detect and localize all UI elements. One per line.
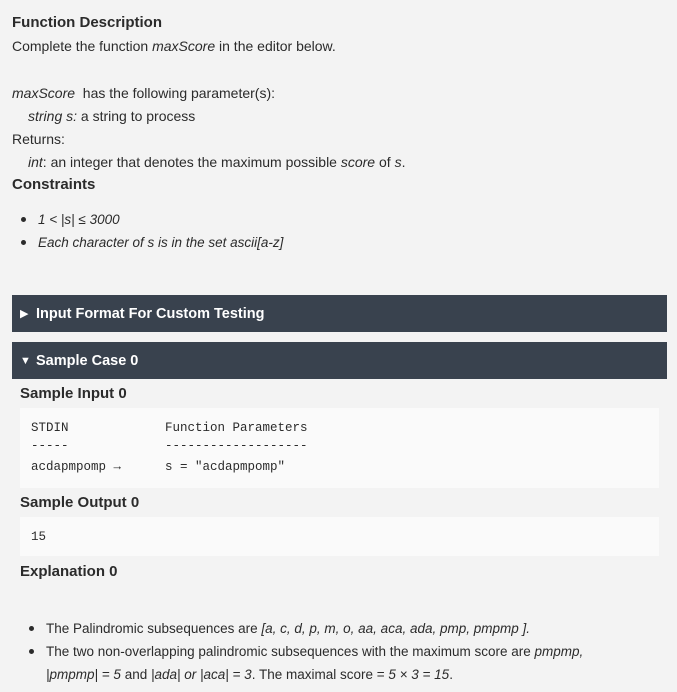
sample-case-toggle[interactable] bbox=[12, 342, 667, 379]
function-name: maxScore bbox=[152, 38, 216, 54]
constraints-list bbox=[12, 208, 283, 254]
params-rule: ------------------- bbox=[165, 439, 308, 453]
function-description-intro: Complete the function maxScore in the editor below. bbox=[12, 38, 336, 54]
section-label: Sample Case 0 bbox=[36, 352, 139, 369]
sample-output-box bbox=[20, 517, 659, 556]
explanation-heading: Explanation 0 bbox=[20, 563, 118, 580]
stdin-header: STDIN bbox=[31, 421, 69, 435]
list-item: Each character of s is in the set ascii[a-z] bbox=[12, 231, 283, 254]
returns-label: Returns: bbox=[12, 131, 65, 147]
explanation-list bbox=[20, 617, 660, 686]
parameters-intro: maxScore has the following parameter(s): bbox=[12, 85, 276, 101]
sample-input-heading: Sample Input 0 bbox=[20, 385, 127, 402]
output-value: 15 bbox=[31, 530, 47, 544]
stdin-rule: ----- bbox=[31, 439, 69, 453]
constraints-heading: Constraints bbox=[12, 176, 96, 193]
list-item: The Palindromic subsequences are [a, c, d, p, m, o, aa, aca, ada, pmp, pmpmp ]. bbox=[20, 617, 660, 640]
section-label: Input Format For Custom Testing bbox=[36, 305, 265, 322]
caret-right-icon: ▶ bbox=[20, 308, 29, 320]
list-item: 1 < |s| ≤ 3000 bbox=[12, 208, 283, 231]
param-value: s = "acdapmpomp" bbox=[165, 460, 286, 474]
list-item: The two non-overlapping palindromic subsequences with the maximum score are pmpmp, |pmpmp| = 5 and |ada| or |aca| = 3. The maximal score = 5 × 3 = 15. bbox=[20, 640, 660, 686]
parameter-item: string s: a string to process bbox=[28, 108, 196, 124]
caret-down-icon: ▼ bbox=[20, 354, 31, 367]
sample-output-heading: Sample Output 0 bbox=[20, 494, 140, 511]
sample-input-box bbox=[20, 408, 659, 488]
returns-description: int: an integer that denotes the maximum possible score of s. bbox=[28, 154, 406, 170]
params-header: Function Parameters bbox=[165, 421, 308, 435]
stdin-value: acdapmpomp → bbox=[31, 460, 122, 474]
function-description-heading: Function Description bbox=[12, 14, 162, 31]
input-format-toggle[interactable] bbox=[12, 295, 667, 332]
